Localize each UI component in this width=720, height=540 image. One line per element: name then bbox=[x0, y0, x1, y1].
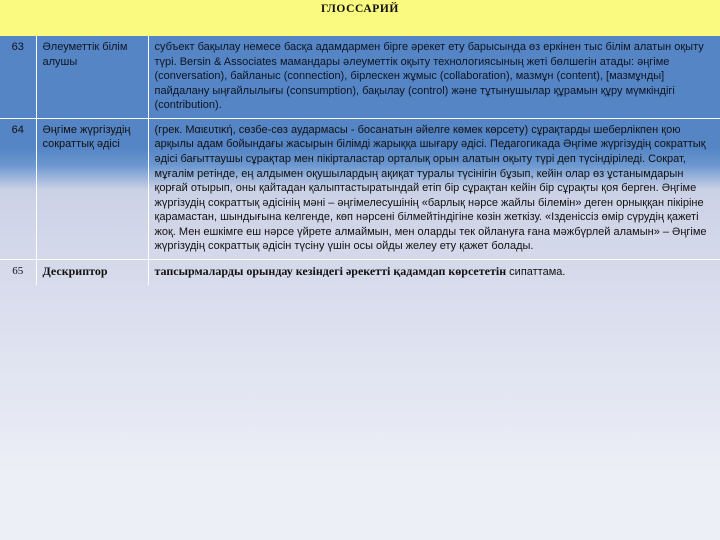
header-band bbox=[0, 0, 720, 36]
table-row bbox=[0, 118, 720, 259]
row-number: 65 bbox=[0, 259, 36, 284]
table-row bbox=[0, 259, 720, 284]
row-number: 64 bbox=[0, 118, 36, 259]
row-number: 63 bbox=[0, 36, 36, 118]
page-title: ГЛОССАРИЙ bbox=[321, 3, 399, 15]
row-term: Әлеуметтік білім алушы bbox=[36, 36, 148, 118]
row-definition bbox=[148, 259, 720, 284]
row-definition-emphasis: тапсырмаларды орындау кезіндегі әрекетті қадамдап көрсететін bbox=[154, 263, 507, 278]
row-definition: субъект бақылау немесе басқа адамдармен бірге әрекет ету барысында өз еркінен тыс білім алатын оқыту түрі. Bersin & Associates мамандары әлеуметтік оқыту технологиясының жеті бөлшегін атады: әңгіме (conversation), байланыс (connection), бірлескен жұмыс (collaboration), мазмұн (content), [мазмұнды] пайдалану ыңғайлылығы (consumption), бақылау (control) және тұтынушылар құрамын құру мүмкіндігі (contribution). bbox=[148, 36, 720, 118]
row-term: Дескриптор bbox=[36, 259, 148, 284]
row-definition: (грек. Μαιευτική, сөзбе-сөз аудармасы - босанатын әйелге көмек көрсету) сұрақтарды шеберлікпен қою арқылы адам бойындағы жасырын білімді жарыққа шығару әдісі. Педагогикада Әңгіме жүргізудің сократтық әдісі бағыттаушы сұрақтар мен пікірталастар орталық орын алатын оқыту түрі деп түсіндіріледі. Сократ, мұғалім ретінде, ең алдымен оқушылардың ақиқат туралы түсінігін бұзып, кейін олар өз ұстанымдарын қорғай отырып, оны қайтадан қалыптастыратындай етіп бір сұрақтан кейін бір сұрақты қоя берген. Әңгіме жүргізудің сократтық әдісінің мәні – әңгімелесушінің «барлық нәрсе жайлы білемін» деген орныққан пікіріне қарамастан, шындығына келгенде, көп нәрсені білмейтіндігіне көзін жеткізу. «Ізденіссіз өмір сүрудің қажеті жоқ. Мен ешкімге еш нәрсе үйрете алмаймын, мен оларды тек ойлануға ғана мәжбүрлей аламын» – Әңгіме жүргізудің сократтық әдісін түсіну үшін осы ойды желеу ету қажет болады. bbox=[148, 118, 720, 259]
row-term: Әңгіме жүргізудің сократтық әдісі bbox=[36, 118, 148, 259]
table-row bbox=[0, 36, 720, 118]
row-definition-tail: сипаттама. bbox=[509, 265, 566, 278]
glossary-table bbox=[0, 36, 720, 285]
